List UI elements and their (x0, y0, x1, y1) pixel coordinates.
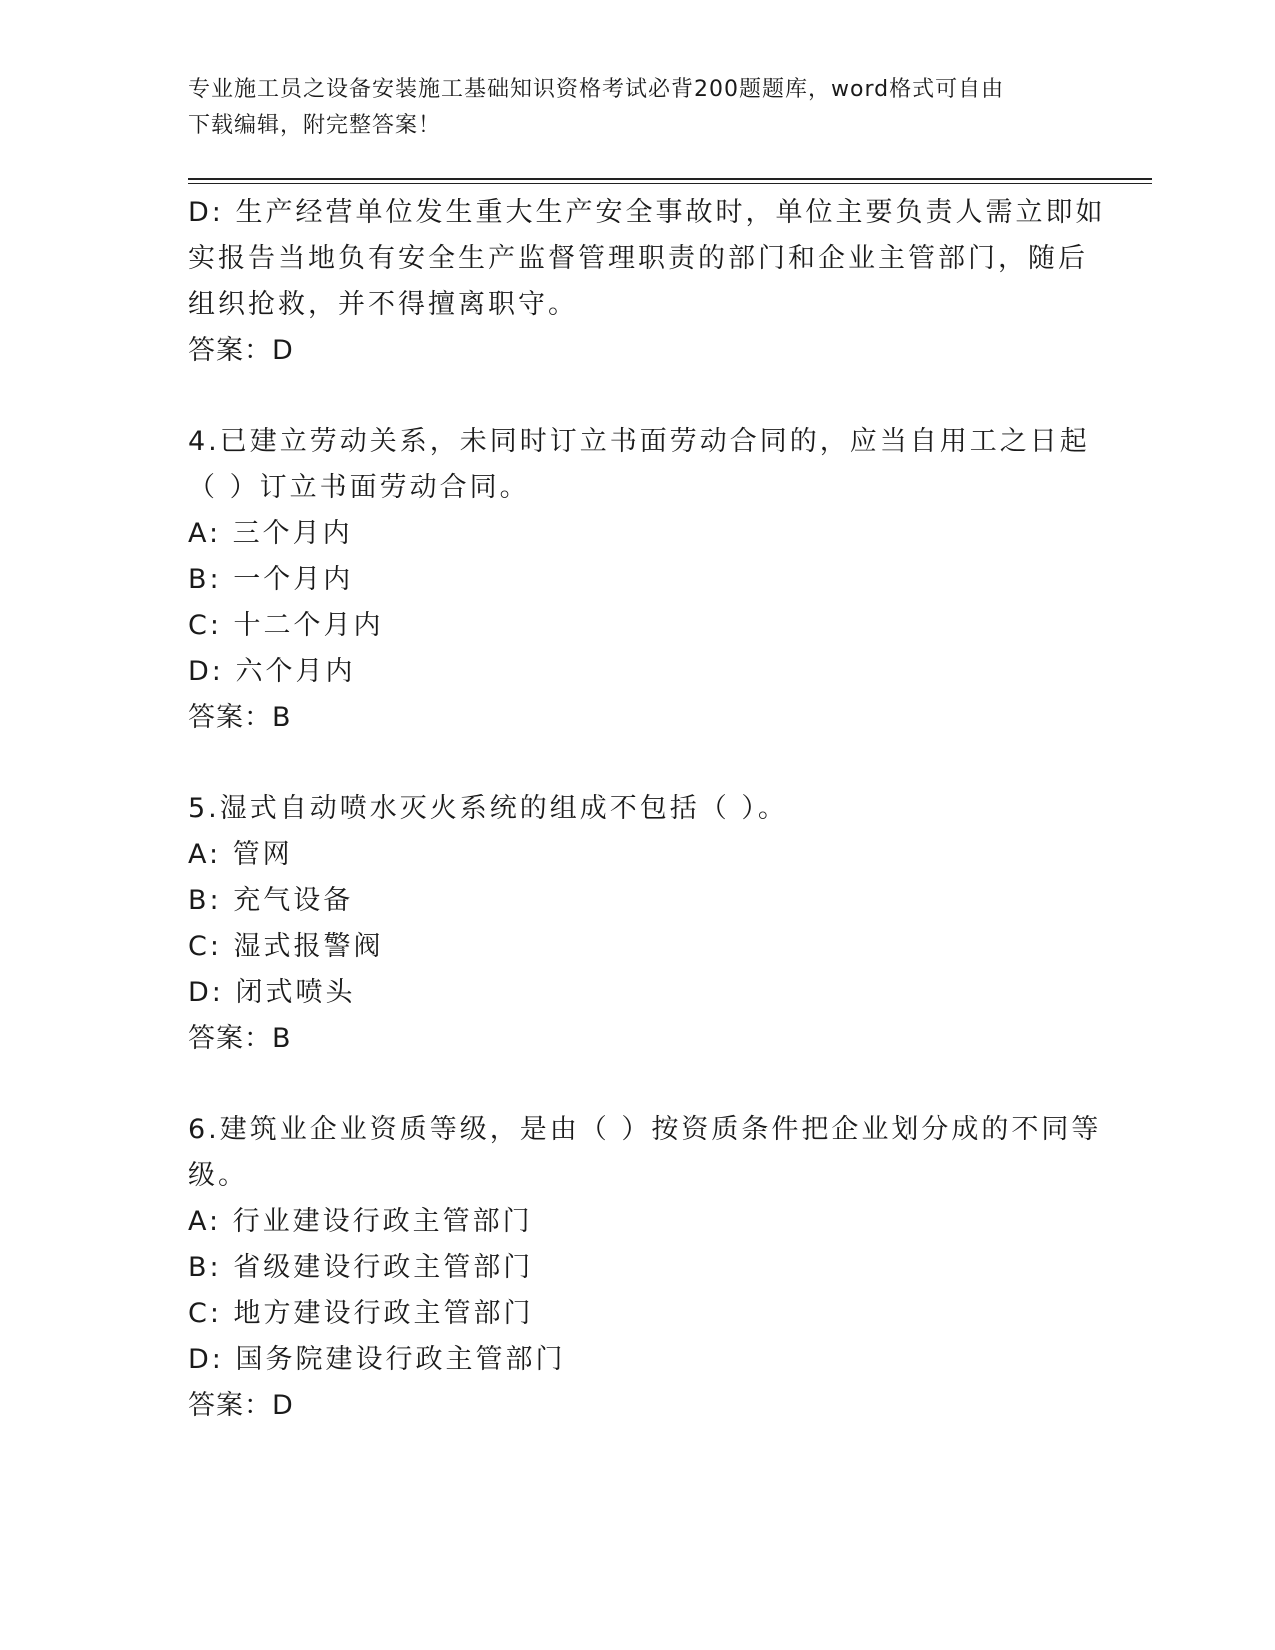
header-divider-thick (188, 178, 1152, 180)
question-stem: 6.建筑业企业资质等级，是由（ ）按资质条件把企业划分成的不同等 (188, 1114, 1102, 1145)
option-b: B: 充气设备 (188, 885, 354, 916)
document-header (188, 72, 1088, 144)
question-stem: 4.已建立劳动关系，未同时订立书面劳动合同的，应当自用工之日起 (188, 426, 1090, 457)
answer-line: 答案：D (188, 335, 294, 366)
option-b: B: 一个月内 (188, 564, 354, 595)
option-d-line: D: 生产经营单位发生重大生产安全事故时，单位主要负责人需立即如 (188, 197, 1106, 228)
prev-question-tail (188, 190, 1106, 374)
header-divider-thin (188, 183, 1152, 184)
option-d-line: 组织抢救，并不得擅离职守。 (188, 289, 578, 320)
question-5 (188, 786, 1088, 1062)
option-c: C: 湿式报警阀 (188, 931, 384, 962)
question-6 (188, 1107, 1102, 1429)
question-stem: （ ）订立书面劳动合同。 (188, 472, 530, 503)
question-stem: 级。 (188, 1160, 248, 1191)
question-4 (188, 419, 1088, 741)
answer-line: 答案：D (188, 1390, 294, 1421)
question-list (188, 190, 1106, 1429)
option-c: C: 地方建设行政主管部门 (188, 1298, 534, 1329)
option-d: D: 六个月内 (188, 656, 356, 687)
option-b: B: 省级建设行政主管部门 (188, 1252, 534, 1283)
answer-line: 答案：B (188, 1023, 292, 1054)
option-d: D: 国务院建设行政主管部门 (188, 1344, 566, 1375)
option-a: A: 行业建设行政主管部门 (188, 1206, 533, 1237)
spacer (188, 1062, 1088, 1107)
option-d-line: 实报告当地负有安全生产监督管理职责的部门和企业主管部门，随后 (188, 243, 1088, 274)
option-a: A: 三个月内 (188, 518, 353, 549)
spacer (188, 741, 1088, 786)
header-line-2: 下载编辑，附完整答案！ (188, 113, 442, 138)
question-stem: 5.湿式自动喷水灭火系统的组成不包括（ ）。 (188, 793, 788, 824)
option-a: A: 管网 (188, 839, 293, 870)
option-c: C: 十二个月内 (188, 610, 384, 641)
header-line-1: 专业施工员之设备安装施工基础知识资格考试必背200题题库，word格式可自由 (188, 77, 1005, 102)
spacer (188, 374, 1088, 419)
answer-line: 答案：B (188, 702, 292, 733)
option-d: D: 闭式喷头 (188, 977, 356, 1008)
